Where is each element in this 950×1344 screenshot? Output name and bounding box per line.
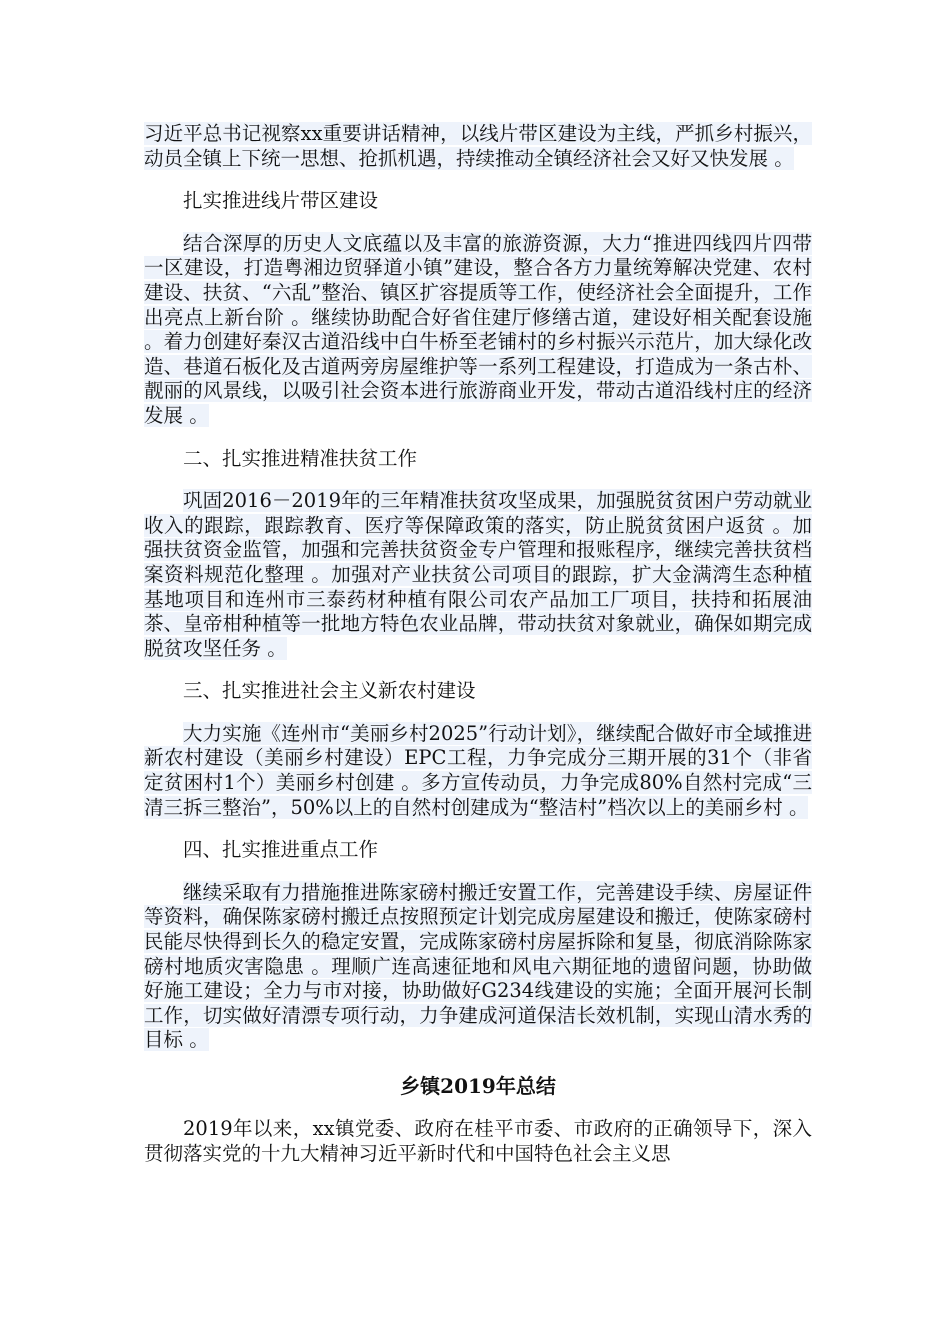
document-title: 乡镇2019年总结 (400, 1074, 556, 1098)
document-page (144, 122, 812, 1166)
section-heading-1: 扎实推进线片带区建设 (183, 189, 379, 213)
paragraph-2-text: 巩固2016－2019年的三年精准扶贫攻坚成果，加强脱贫贫困户劳动就业收入的跟踪，跟踪教育、医疗等保障政策的落实，防止脱贫贫困户返贫 。加强扶贫资金监管，加强和完善扶贫资金专户管理和报账程序，继续完善扶贫档案资料规范化整理 。加强对产业扶贫公司项目的跟踪，扩大金满湾生态种植基地项目和连州市三泰药材种植有限公司农产品加工厂项目，扶持和拓展油茶、皇帝柑种植等一批地方特色农业品牌，带动扶贫对象就业，确保如期完成脱贫攻坚任务 。 (144, 489, 812, 660)
paragraph-1-text: 结合深厚的历史人文底蕴以及丰富的旅游资源，大力“推进四线四片四带一区建设，打造粤湘边贸驿道小镇”建设，整合各方力量统筹解决党建、农村建设、扶贫、“六乱”整治、镇区扩容提质等工作，使经济社会全面提升，工作出亮点上新台阶 。继续协助配合好省住建厅修缮古道，建设好相关配套设施 。着力创建好秦汉古道沿线中白牛桥至老铺村的乡村振兴示范片，加大绿化改造、巷道石板化及古道两旁房屋维护等一系列工程建设，打造成为一条古朴、靓丽的风景线，以吸引社会资本进行旅游商业开发，带动古道沿线村庄的经济发展 。 (144, 231, 812, 427)
paragraph-5-text: 2019年以来，xx镇党委、政府在桂平市委、市政府的正确领导下，深入贯彻落实党的十九大精神习近平新时代和中国特色社会主义思 (144, 1117, 812, 1165)
paragraph-3 (144, 722, 812, 820)
paragraph-intro-text: 习近平总书记视察xx重要讲话精神，以线片带区建设为主线，严抓乡村振兴，动员全镇上下统一思想、抢抓机遇，持续推动全镇经济社会又好又快发展 。 (144, 122, 812, 170)
paragraph-2 (144, 489, 812, 661)
paragraph-4 (144, 881, 812, 1053)
section-heading-3: 三、扎实推进社会主义新农村建设 (183, 679, 476, 703)
section-heading-2: 二、扎实推进精准扶贫工作 (183, 446, 418, 470)
paragraph-1 (144, 232, 812, 429)
section-heading-4: 四、扎实推进重点工作 (183, 838, 379, 862)
paragraph-3-text: 大力实施《连州市“美丽乡村2025”行动计划》，继续配合做好市全域推进新农村建设（美丽乡村建设）EPC工程，力争完成分三期开展的31个（非省定贫困村1个）美丽乡村创建 。多方宣传动员，力争完成80%自然村完成“三清三拆三整治”，50%以上的自然村创建成为“整洁村”档次以上的美丽乡村 。 (144, 721, 812, 819)
paragraph-5 (144, 1117, 812, 1166)
paragraph-intro (144, 122, 812, 171)
paragraph-4-text: 继续采取有力措施推进陈家磅村搬迁安置工作，完善建设手续、房屋证件等资料，确保陈家磅村搬迁点按照预定计划完成房屋建设和搬迁，使陈家磅村民能尽快得到长久的稳定安置，完成陈家磅村房屋拆除和复垦，彻底消除陈家磅村地质灾害隐患 。理顺广连高速征地和风电六期征地的遗留问题，协助做好施工建设；全力与市对接，协助做好G234线建设的实施；全面开展河长制工作，切实做好清漂专项行动，力争建成河道保洁长效机制，实现山清水秀的目标 。 (144, 880, 812, 1052)
